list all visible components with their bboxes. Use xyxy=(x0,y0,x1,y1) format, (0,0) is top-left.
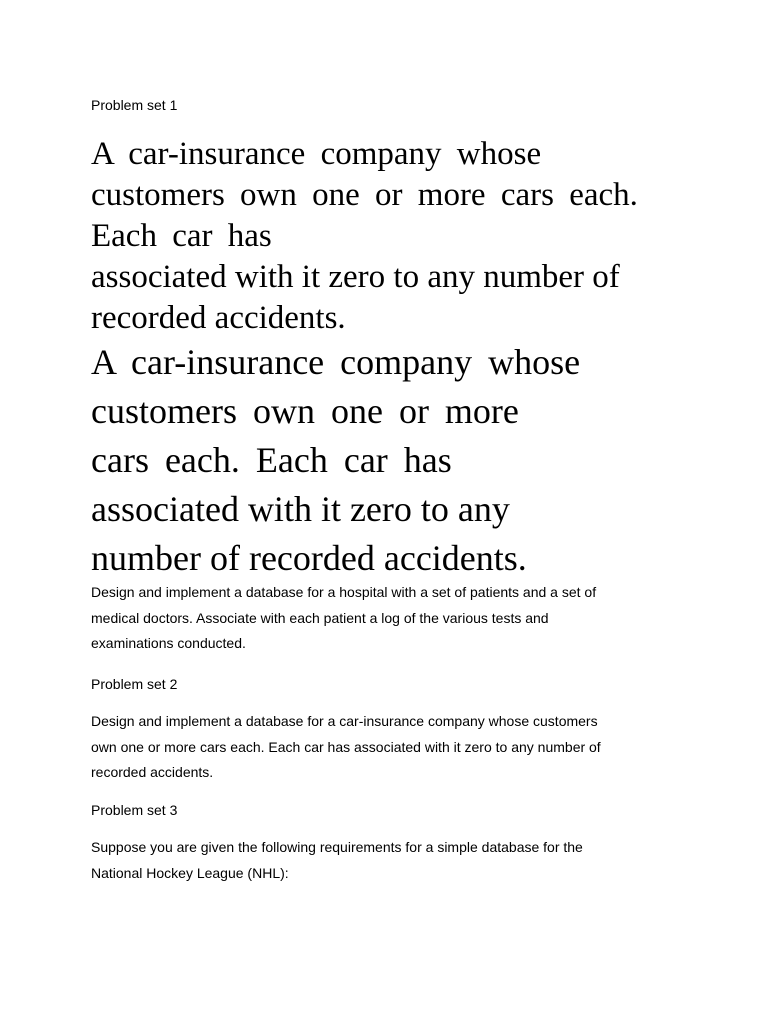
text-line: Design and implement a database for a car-insurance company whose customers xyxy=(91,713,598,729)
text-line: Design and implement a database for a hospital with a set of patients and a set of xyxy=(91,584,597,600)
text-line: own one or more cars each. Each car has associated with it zero to any number of xyxy=(91,738,601,755)
problem-set-3-heading: Problem set 3 xyxy=(91,802,178,818)
nhl-paragraph xyxy=(91,835,583,886)
text-line: associated with it zero to any number of xyxy=(91,259,620,295)
text-line: Suppose you are given the following requirements for a simple database for the xyxy=(91,839,583,855)
text-line: cars each. Each car has xyxy=(91,440,452,480)
text-line: number of recorded accidents. xyxy=(91,538,527,578)
text-line: customers own one or more cars each. xyxy=(91,177,638,213)
text-line: customers own one or more xyxy=(91,391,519,431)
text-line: National Hockey League (NHL): xyxy=(91,864,289,881)
text-line: recorded accidents. xyxy=(91,300,346,336)
highlight-text-medium xyxy=(91,134,638,339)
text-line: A car-insurance company whose xyxy=(91,342,581,382)
highlight-text-large xyxy=(91,338,580,583)
text-line: A car-insurance company whose xyxy=(91,136,542,172)
problem-set-1-heading: Problem set 1 xyxy=(91,97,178,113)
text-line: medical doctors. Associate with each patient a log of the various tests and xyxy=(91,609,549,626)
car-insurance-paragraph xyxy=(91,709,601,786)
text-line: Each car has xyxy=(91,218,272,254)
text-line: associated with it zero to any xyxy=(91,489,510,529)
problem-set-2-heading: Problem set 2 xyxy=(91,676,178,692)
text-line: examinations conducted. xyxy=(91,635,246,651)
text-line: recorded accidents. xyxy=(91,764,214,780)
hospital-paragraph xyxy=(91,580,596,657)
